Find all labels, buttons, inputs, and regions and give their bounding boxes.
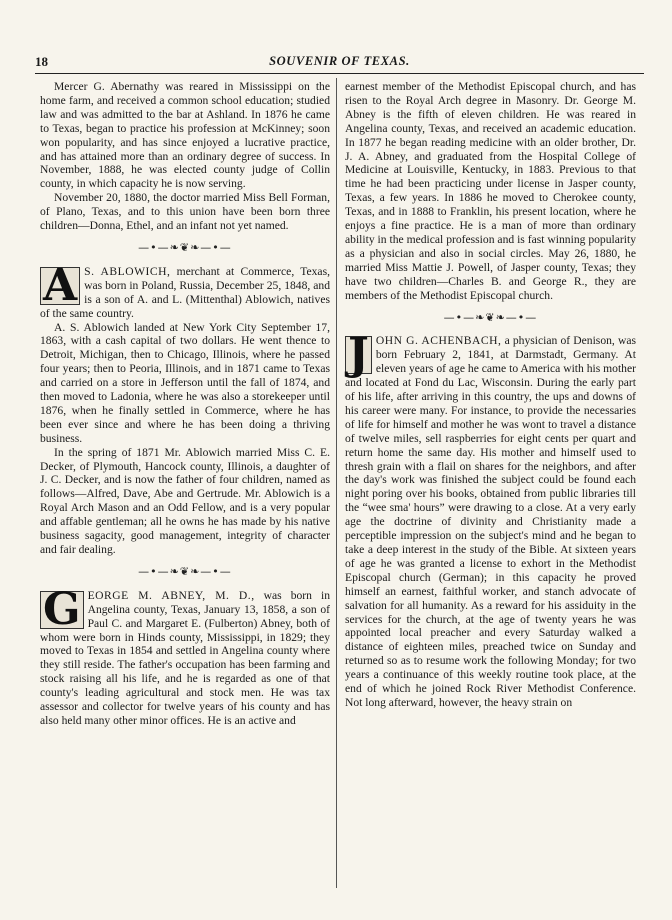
entry-name: S. ABLOWICH, [84, 264, 171, 278]
paragraph: earnest member of the Methodist Episcopal church, and has risen to the Royal Arch degree in Masonry. Dr. George M. Abney is the fifth of eleven children. He was reared in Angelina county, Texas, and received an academic education. In 1877 he began reading medicine with an older brother, Dr. J. A. Abney, and graduated from the Hospital College of Medicine at Louisville, Kentucky, in 1883. Previous to that time he had been practicing under license in Jasper county, Texas, a few years. In 1886 he moved to Cherokee county, Texas, and in 1888 to Franklin, his present location, where he enjoys a fine practice. He is a man of more than ordinary ability in the medical profession and is fast winning popularity as a physician and also in social circles. May 26, 1880, he married Miss Mattie J. Powell, of Jasper county, Texas; they have two children—Charles B. and George R., they are members of the Methodist Episcopal church. [345, 80, 636, 302]
entry-first-paragraph [345, 329, 636, 709]
column-rule [336, 78, 337, 888]
biography-ablowich [40, 259, 330, 557]
header-rule [35, 73, 644, 74]
right-column [345, 80, 636, 710]
entry-text: merchant at Commerce, Texas, was born in Poland, Russia, December 25, 1848, and is a son of A. and L. (Mittenthal) Ablowich, natives of the same country. [40, 264, 330, 320]
entry-first-paragraph [40, 259, 330, 321]
paragraph: November 20, 1880, the doctor married Miss Bell Forman, of Plano, Texas, and to this union have been born three children—Donna, Ethel, and an infant not yet named. [40, 191, 330, 233]
page-header [35, 54, 644, 70]
section-ornament: —•—❧❦❧—•— [443, 310, 538, 324]
entry-name: EORGE M. ABNEY, M. D., [87, 588, 255, 602]
left-column [40, 80, 330, 728]
biography-achenbach [345, 329, 636, 709]
entry-text: a physician of Denison, was born February 2, 1841, at Darmstadt, Germany. At eleven years of age he came to America with his mother and located at Fond du Lac, Wisconsin. During the early part of his life, after arriving in this country, the ups and downs of his career were many. For instance, to provide the necessaries of life for himself and mother he was wont to travel a distance of twelve miles, sell raspberries for eight cents per quart and return home the same day. His mother and himself used to thresh grain with a flail on shares for the neighbors, and after the day's work was finished the subject could be found each night poring over his books, obtained from public libraries till the “wee sma' hours” were drawing to a close. At a very early age the doctrine of divinity and Christianity made a perceptible impression on the subject's mind and he began to take a deep interest in the study of the Bible. At sixteen years of age he was granted a license to exhort in the Methodist Episcopal church (German); in this capacity he proved himself an earnest, faithful worker, and stanch advocate of salvation for all humanity. As a reward for his assiduity in the services for the church, at the age of twenty years he was appointed local preacher and every Saturday walked a distance of eighteen miles, preached twice on Sunday and returned so as to resume work the following Monday; for two years a continuance of this weekly routine took place, at the end of which he joined Rock River Methodist Conference. Not long afterward, however, the heavy strain on [345, 334, 636, 709]
entry-first-paragraph [40, 583, 330, 728]
running-head: SOUVENIR OF TEXAS. [269, 54, 410, 68]
paragraph: Mercer G. Abernathy was reared in Mississippi on the home farm, and received a common school education; studied law and was admitted to the bar at Ashland. In 1876 he came to Texas, began to practice his profession at McKinney; soon won popularity, and has since enjoyed a lucrative practice, and has attained more than an ordinary degree of success. In November, 1888, he was elected county judge of Collin county, in which capacity he is now serving. [40, 80, 330, 191]
paragraph: In the spring of 1871 Mr. Ablowich married Miss C. E. Decker, of Plymouth, Hancock county, Illinois, a daughter of J. C. Decker, and is now the father of four children, named as follows—Alfred, Dave, Abe and Gertrude. Mr. Ablowich is a Royal Arch Mason and an Odd Fellow, and is a very popular and affable gentleman; all he owns he has made by his native business sagacity, good management, integrity of character and fair dealing. [40, 445, 330, 556]
entry-name: OHN G. ACHENBACH, [375, 334, 502, 348]
page-number: 18 [35, 54, 48, 69]
entry-text: was born in Angelina county, Texas, January 13, 1858, a son of Paul C. and Margaret E. (Fulberton) Abney, both of whom were born in Hinds county, Mississippi, in 1829; they moved to Texas in 1854 and settled in Angelina county where they still reside. The father's occupation has been farming and stock raising all his life, and he is regarded as one of that county's leading agricultural and stock men. He was tax assessor and collector for twelve years of his county and has also held many other minor offices. He is an active and [40, 588, 330, 727]
section-ornament: —•—❧❦❧—•— [138, 564, 232, 578]
section-ornament: —•—❧❦❧—•— [138, 240, 232, 254]
paragraph: A. S. Ablowich landed at New York City September 17, 1863, with a cash capital of two dollars. He went thence to Detroit, Michigan, then to Chicago, Illinois, where he passed four years; then to Peoria, Illinois, and in 1871 came to Texas and carried on a store in Jefferson until the fall of 1874, and then moved to Ladonia, where he was also a storekeeper until 1876, when he finally settled in Commerce, where he has been ever since and where he has been doing a thriving business. [40, 320, 330, 445]
biography-abney [40, 583, 330, 728]
drop-cap: A [40, 267, 80, 305]
drop-cap: G [40, 591, 84, 629]
drop-cap: J [345, 336, 372, 374]
